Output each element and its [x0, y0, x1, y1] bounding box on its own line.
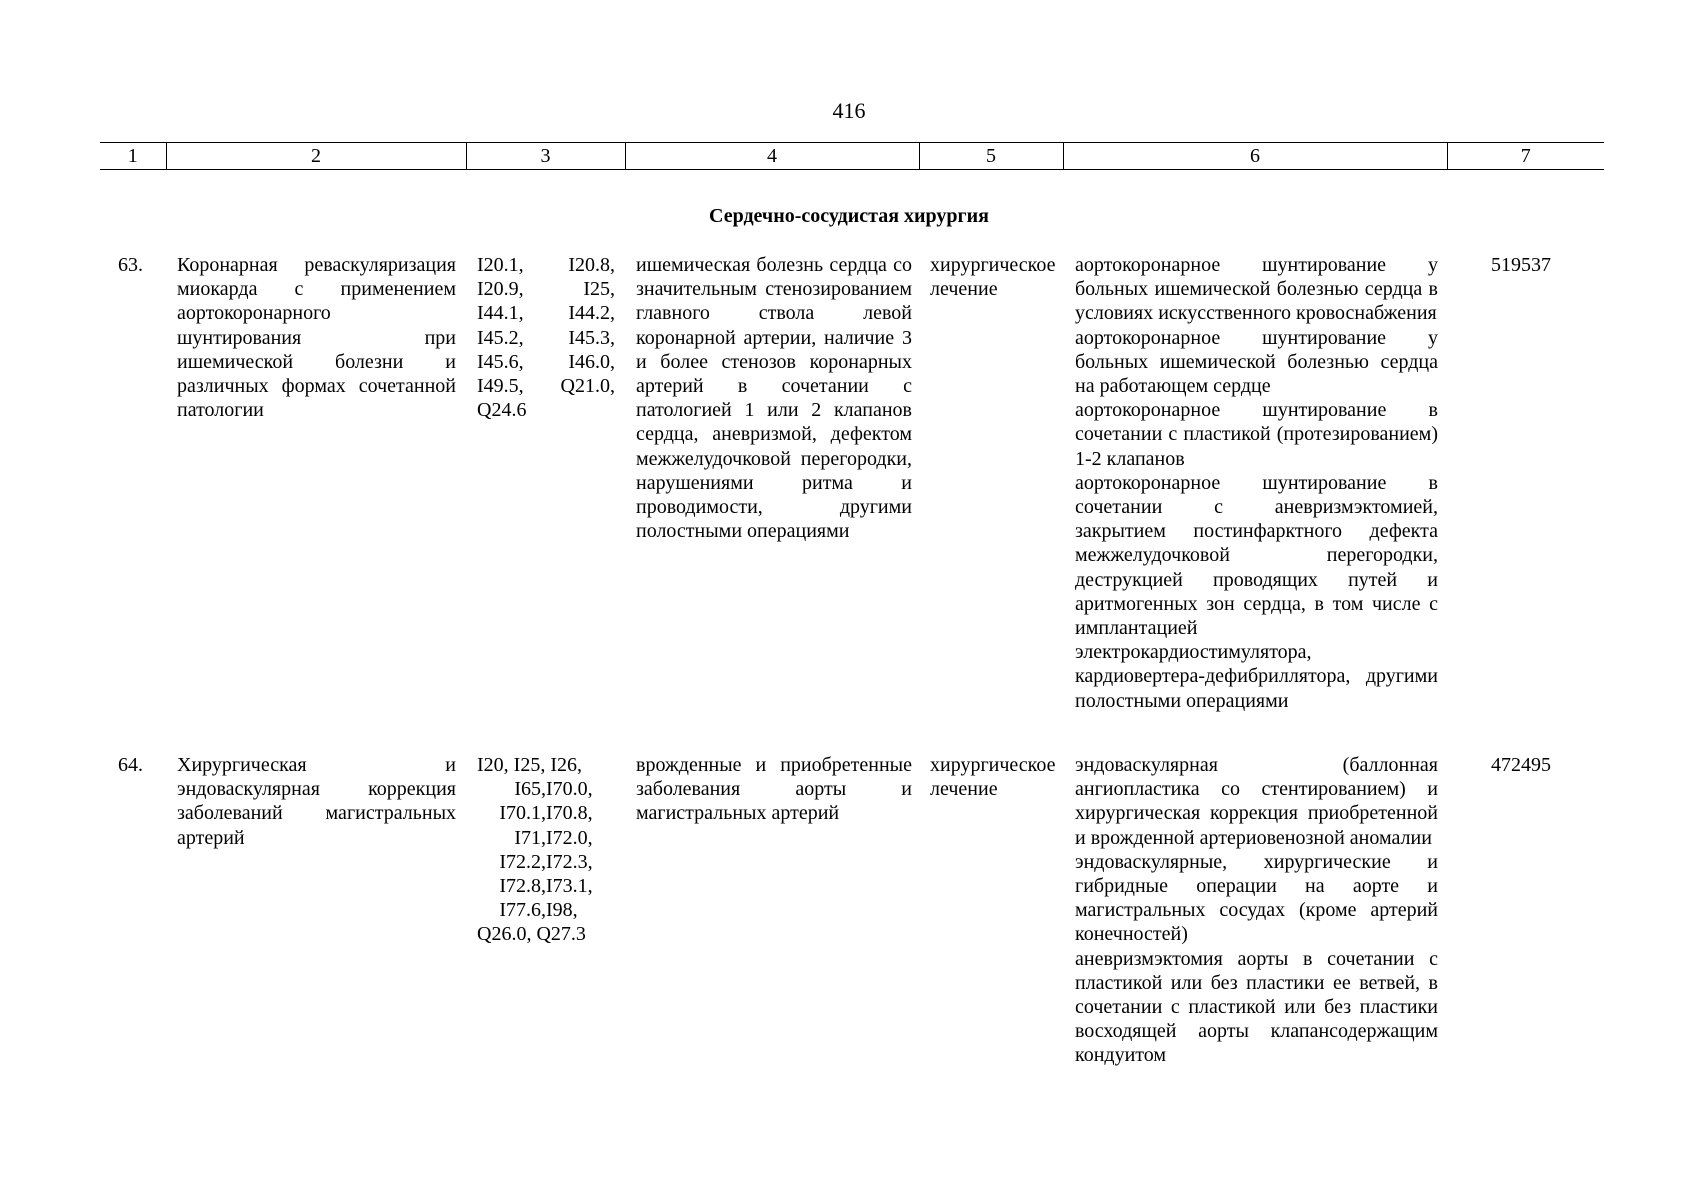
- icd-code: I20, I25, I26,: [477, 754, 582, 776]
- section-title: Сердечно-сосудистая хирургия: [709, 205, 989, 227]
- icd-code: I73.1,: [546, 875, 593, 898]
- icd-code: I72.2,: [499, 850, 546, 873]
- icd-code: I72.8,: [499, 875, 546, 898]
- icd-code: Q21.0,: [560, 375, 615, 398]
- treatment-methods: [1075, 253, 1438, 713]
- column-header-7: 7: [1447, 143, 1604, 170]
- procedure-name: Коронарная реваскуляризация миокарда с применением аортокоронарного шунтирования при ишемической болезни и различных формах сочетанной патологии: [177, 254, 456, 422]
- treatment-method: аортокоронарное шунтирование у больных ишемической болезнью сердца на работающем сердце: [1075, 326, 1438, 398]
- column-header-5: 5: [919, 143, 1063, 170]
- cost-norm: 519537: [1491, 254, 1551, 276]
- icd-code: I20.9,: [477, 278, 524, 301]
- column-header-3: 3: [466, 143, 625, 170]
- icd-code: I70.0,: [546, 778, 593, 801]
- icd-code: I71,: [514, 826, 546, 849]
- icd-code: I44.2,: [568, 302, 615, 325]
- icd-code: I20.8,: [568, 254, 615, 276]
- treatment-method: аневризмэктомия аорты в сочетании с пластикой или без пластики ее ветвей, в сочетании с пластикой или без пластики восходящей аорты клапансодержащим кондуитом: [1075, 947, 1438, 1067]
- icd-code: I49.5,: [477, 375, 524, 398]
- treatment-type: хирургическое лечение: [930, 254, 1056, 301]
- icd-code: I72.0,: [546, 826, 593, 849]
- row-number: 64.: [118, 754, 143, 776]
- icd-codes: [477, 253, 615, 422]
- treatment-method: аортокоронарное шунтирование у больных ишемической болезнью сердца в условиях искусственного кровоснабжения: [1075, 254, 1438, 325]
- icd-codes: [477, 753, 615, 947]
- icd-code: Q26.0, Q27.3: [477, 923, 586, 946]
- treatment-method: аортокоронарное шунтирование в сочетании с пластикой (протезированием) 1-2 клапанов: [1075, 399, 1438, 470]
- icd-code: I45.3,: [568, 326, 615, 349]
- patient-model: ишемическая болезнь сердца со значительным стенозированием главного ствола левой коронарной артерии, наличие 3 и более стенозов коронарных артерий в сочетании с патологией 1 или 2 клапанов сердца, аневризмой, дефектом межжелудочковой перегородки, нарушениями ритма и проводимости, другими полостными операциями: [636, 254, 912, 543]
- column-header-row: [100, 143, 1604, 170]
- treatment-method: аортокоронарное шунтирование в сочетании с аневризмэктомией, закрытием постинфарктного дефекта межжелудочковой перегородки, деструкцией проводящих путей и аритмогенных зон сердца, в том числе с имплантацией электрокардиостимулятора, кардиовертера-дефибриллятора, другими полостными операциями: [1075, 471, 1438, 712]
- icd-code: I65,: [514, 778, 546, 801]
- treatment-method: эндоваскулярная (баллонная ангиопластика со стентированием) и хирургическая коррекция приобретенной и врожденной артериовенозной аномалии: [1075, 754, 1438, 849]
- column-header-table: [100, 142, 1604, 170]
- icd-code: I44.1,: [477, 302, 524, 325]
- column-header-1: 1: [100, 143, 166, 170]
- icd-code: I45.6,: [477, 350, 524, 373]
- column-header-2: 2: [166, 143, 466, 170]
- column-header-4: 4: [625, 143, 919, 170]
- icd-code: I70.8,: [546, 802, 593, 825]
- icd-code: I70.1,: [499, 802, 546, 825]
- column-header-6: 6: [1063, 143, 1447, 170]
- row-number: 63.: [118, 254, 143, 276]
- patient-model: врожденные и приобретенные заболевания аорты и магистральных артерий: [636, 754, 912, 825]
- icd-code: I72.3,: [546, 850, 593, 873]
- icd-code: I25,: [583, 278, 615, 301]
- icd-code: I45.2,: [477, 326, 524, 349]
- treatment-methods: [1075, 753, 1438, 1068]
- icd-code: I98,: [546, 899, 578, 922]
- treatment-type: хирургическое лечение: [930, 754, 1056, 801]
- icd-code: I46.0,: [568, 350, 615, 373]
- icd-code: I20.1,: [477, 254, 524, 276]
- icd-code: Q24.6: [477, 399, 527, 422]
- cost-norm: 472495: [1491, 754, 1551, 776]
- icd-code: I77.6,: [499, 899, 546, 922]
- procedure-name: Хирургическая и эндоваскулярная коррекция заболеваний магистральных артерий: [177, 754, 456, 849]
- treatment-method: эндоваскулярные, хирургические и гибридные операции на аорте и магистральных сосудах (кроме артерий конечностей): [1075, 850, 1438, 946]
- page-number: 416: [832, 98, 866, 123]
